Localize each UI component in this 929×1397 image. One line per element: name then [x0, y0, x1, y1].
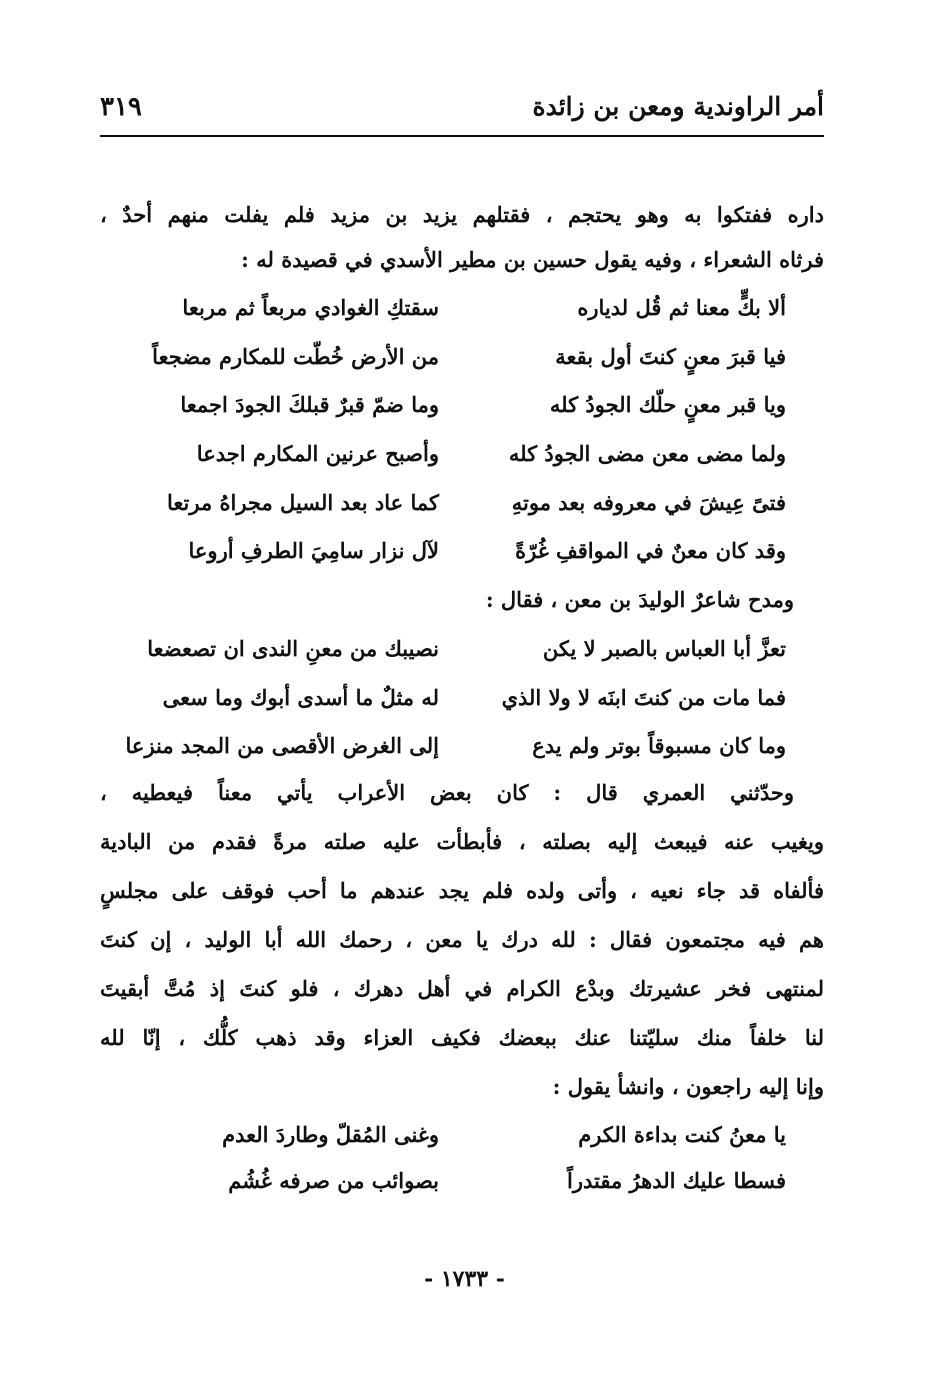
verse-second-hemistich: نصيبك من معنِ الندى ان تصعضعا: [147, 636, 439, 661]
verse-second-hemistich: له مثلٌ ما أسدى أبوك وما سعى: [162, 685, 439, 710]
verse-second-hemistich: وأصبح عرنين المكارم اجدعا: [196, 441, 439, 466]
verse-second-hemistich: كما عاد بعد السيل مجراهُ مرتعا: [166, 490, 439, 515]
prose-line: فرثاه الشعراء ، وفيه يقول حسين بن مطير الأسدي في قصيدة له :: [241, 247, 824, 272]
verse-first-hemistich: فيا قبرَ معنٍ كنتَ أول بقعة: [555, 344, 786, 369]
header-rule: [100, 135, 824, 137]
verse-first-hemistich: تعزَّ أبا العباس بالصبر لا يكن: [542, 636, 786, 661]
folio-number: - ١٧٣٣ -: [424, 1266, 505, 1292]
running-header: [100, 92, 824, 130]
prose-line: داره ففتكوا به وهو يحتجم ، فقتلهم يزيد بن مزيد فلم يفلت منهم أحدٌ ،: [100, 202, 824, 227]
verse-second-hemistich: وغنى المُقلّ وطاردَ العدم: [222, 1122, 439, 1147]
prose-line: لنا خلفاً منك سليّتنا عنك ببعضك فكيف العزاء وقد ذهب كلُّك ، إنّا لله: [100, 1025, 824, 1050]
verse-first-hemistich: يا معنُ كنت بداءة الكرم: [578, 1122, 786, 1147]
page-number: ٣١٩: [100, 92, 142, 122]
verse-first-hemistich: وما كان مسبوقاً بوتر ولم يدع: [532, 733, 786, 758]
verse-second-hemistich: من الأرض خُطّت للمكارم مضجعاً: [152, 344, 439, 369]
verse-first-hemistich: ولما مضى معن مضى الجودُ كله: [508, 441, 786, 466]
verse-first-hemistich: ألا بكٍّ معنا ثم قُل لدياره: [577, 295, 786, 320]
verse-first-hemistich: ويا قبر معنٍ حلّك الجودُ كله: [549, 392, 786, 417]
prose-line: ومدح شاعرٌ الوليدَ بن معن ، فقال :: [485, 587, 794, 612]
verse-first-hemistich: فسطا عليك الدهرُ مقتدراً: [567, 1168, 786, 1193]
prose-line: وإنا إليه راجعون ، وانشأ يقول :: [552, 1074, 824, 1099]
prose-line: وحدّثني العمري قال : كان بعض الأعراب يأتي معناً فيعطيه ،: [100, 780, 794, 805]
verse-first-hemistich: وقد كان معنٌ في المواقفِ غُرّةً: [515, 538, 786, 563]
verse-first-hemistich: فتىً عِيشَ في معروفه بعد موتهِ: [511, 490, 786, 515]
verse-second-hemistich: إلى الغرض الأقصى من المجد منزعا: [125, 733, 439, 758]
verse-second-hemistich: وما ضمّ قبرٌ قبلكَ الجودَ اجمعا: [180, 392, 439, 417]
verse-second-hemistich: لآل نزار سامِيَ الطرفِ أروعا: [188, 538, 439, 563]
verse-second-hemistich: بصوائب من صرفه غُشُم: [228, 1168, 439, 1193]
prose-line: فألفاه قد جاء نعيه ، وأتى ولده فلم يجد عندهم ما أحب فوقف على مجلسٍ: [100, 878, 824, 903]
verse-second-hemistich: سقتكِ الغوادي مربعاً ثم مربعا: [182, 295, 439, 320]
prose-line: لمنتهى فخر عشيرتك وبدْع الكرام في أهل دهرك ، فلو كنتَ إذ مُتَّ أبقيتَ: [100, 976, 824, 1001]
prose-line: ويغيب عنه فيبعث إليه بصلته ، فأبطأت عليه صلته مرةً فقدم من البادية: [100, 829, 824, 854]
verse-first-hemistich: فما مات من كنتَ ابنَه لا ولا الذي: [501, 685, 786, 710]
chapter-title: أمر الراوندية ومعن بن زائدة: [532, 92, 824, 121]
prose-line: هم فيه مجتمعون فقال : لله درك يا معن ، رحمك الله أبا الوليد ، إن كنتَ: [100, 927, 824, 952]
